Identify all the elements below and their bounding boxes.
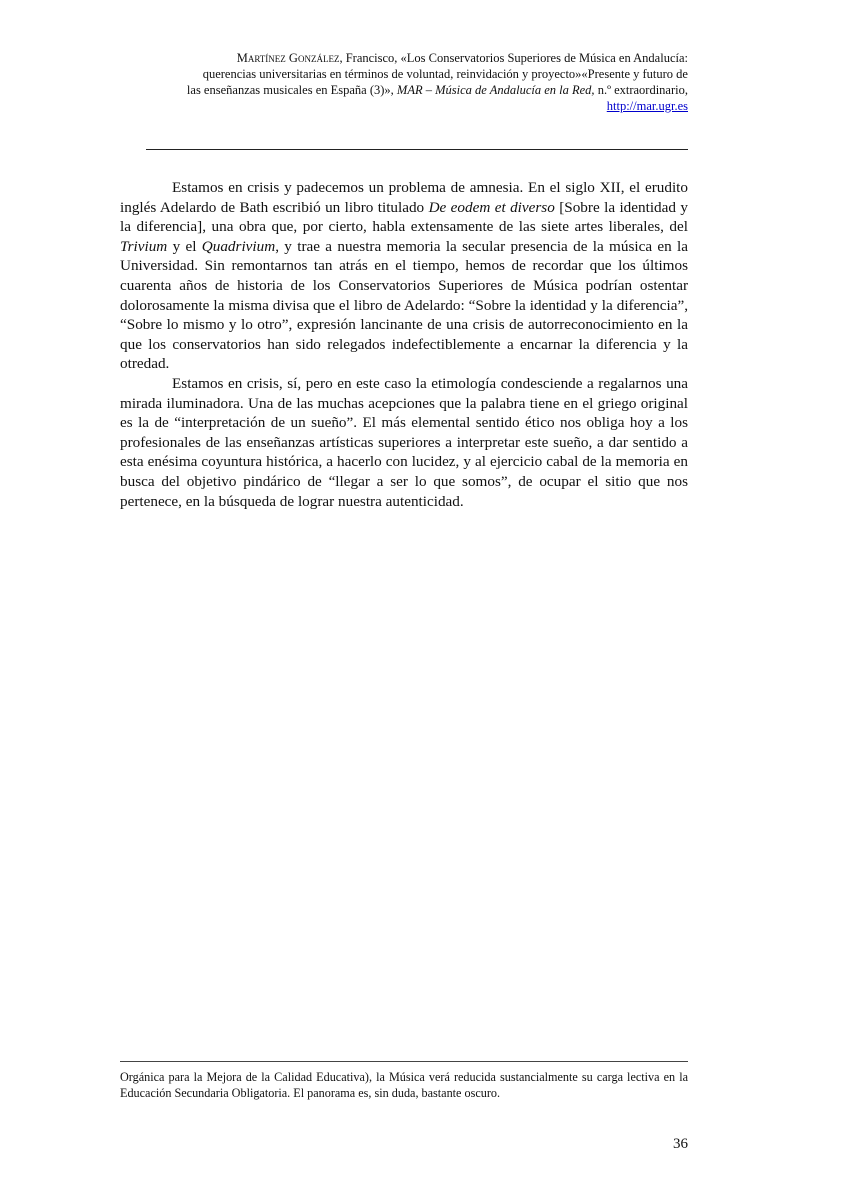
paragraph-2: Estamos en crisis, sí, pero en este caso la etimología condesciende a regalarnos una mirada iluminadora. Una de las muchas acepciones que la palabra tiene en el griego original es la de “interpretación de un sueño”. El más elemental sentido ético nos obliga hoy a los profesionales de las enseñanzas artísticas superiores a interpretar este sueño, a dar sentido a esta enésima coyuntura histórica, a hacerlo con lucidez, y al ejercicio cabal de la memoria en busca del objetivo pindárico de “llegar a ser lo que somos”, de ocupar el sitio que nos pertenece, en la búsqueda de lograr nuestra autenticidad. <box>120 374 688 510</box>
paragraph-1: Estamos en crisis y padecemos un problema de amnesia. En el siglo XII, el erudito inglés Adelardo de Bath escribió un libro titulado De eodem et diverso [Sobre la identidad y la diferencia], una obra que, por cierto, habla extensamente de las siete artes liberales, del Trivium y el Quadrivium, y trae a nuestra memoria la secular presencia de la música en la Universidad. Sin remontarnos tan atrás en el tiempo, hemos de recordar que los últimos cuarenta años de historia de los Conservatorios Superiores de Música podrían ostentar dolorosamente la misma divisa que el libro de Adelardo: “Sobre la identidad y la diferencia”, “Sobre lo mismo y lo otro”, expresión lancinante de una crisis de autorreconocimiento en la que los conservatorios han sido relegados indefectiblemente a encarnar la diferencia y la otredad. <box>120 179 688 373</box>
header-line-3: las enseñanzas musicales en España (3)», MAR – Música de Andalucía en la Red, n.º extraordinario, <box>186 83 688 97</box>
page-number: 36 <box>673 1136 688 1152</box>
footnote-rule <box>120 1061 688 1062</box>
journal-title: MAR – Música de Andalucía en la Red, <box>396 83 595 97</box>
header-line-2: querencias universitarias en términos de voluntad, reinvidación y proyecto»«Presente y futuro de <box>202 67 688 81</box>
running-header <box>120 50 688 114</box>
header-rule <box>146 149 688 150</box>
journal-link[interactable]: http://mar.ugr.es <box>606 99 688 113</box>
article-body <box>120 178 688 511</box>
footnote: Orgánica para la Mejora de la Calidad Educativa), la Música verá reducida sustancialmente su carga lectiva en la Educación Secundaria Obligatoria. El panorama es, sin duda, bastante oscuro. <box>120 1070 688 1100</box>
author-name: Martínez González <box>236 51 340 65</box>
header-line-1: Martínez González, Francisco, «Los Conservatorios Superiores de Música en Andalucía: <box>236 51 688 65</box>
